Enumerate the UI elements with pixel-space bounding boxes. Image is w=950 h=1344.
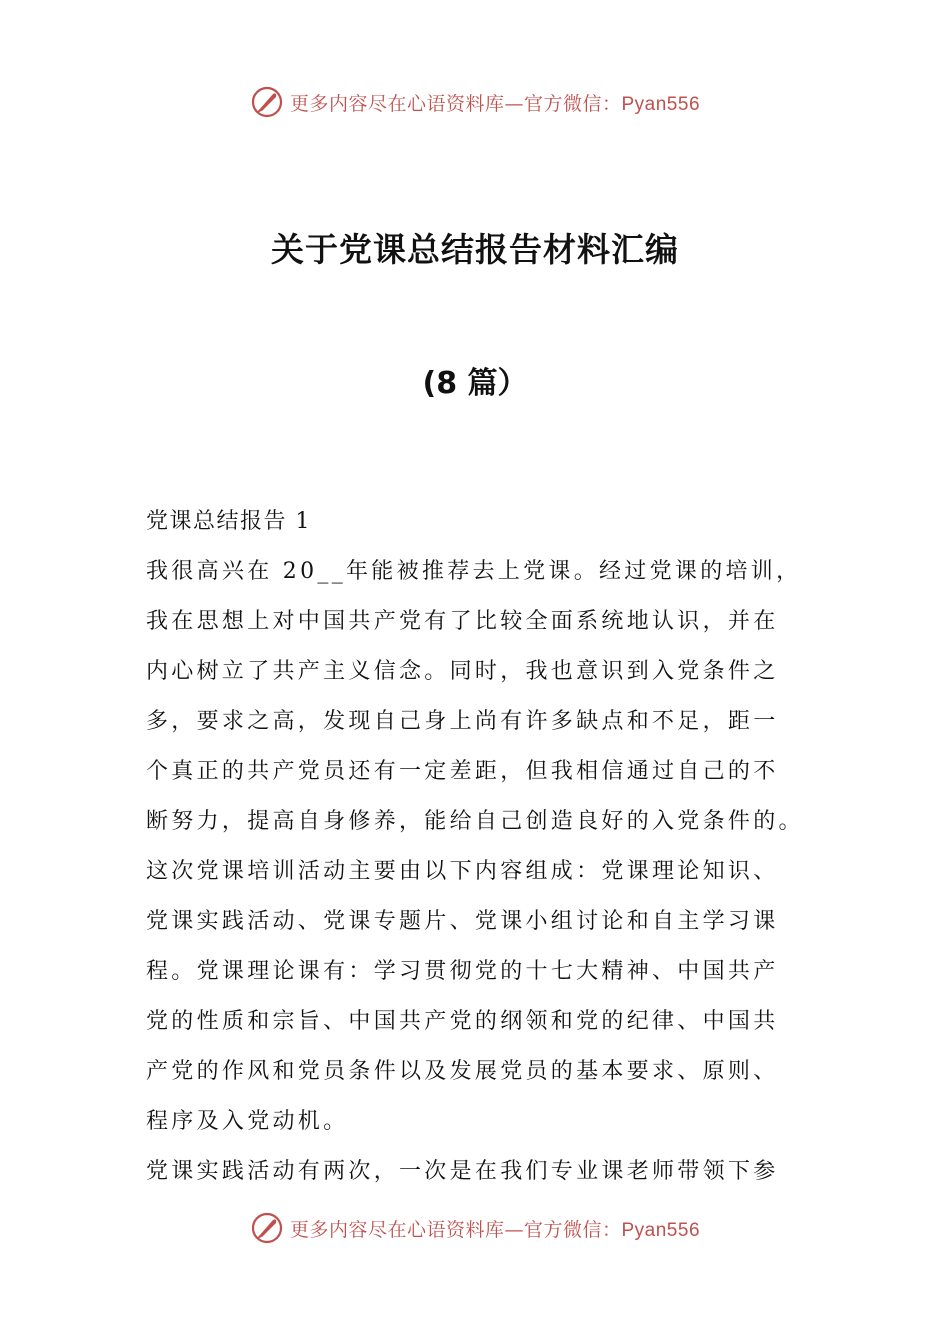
quill-logo-icon [250, 1211, 284, 1245]
watermark-text [290, 1215, 700, 1242]
watermark-label: 更多内容尽在心语资料库—官方微信： [289, 1218, 622, 1241]
paragraph-line: 程。党课理论课有：学习贯彻党的十七大精神、中国共产 [146, 959, 779, 984]
document-title: 关于党课总结报告材料汇编 [271, 230, 679, 269]
section-heading: 党课总结报告 1 [146, 509, 311, 534]
paragraph-line: 个真正的共产党员还有一定差距，但我相信通过自己的不 [146, 759, 779, 784]
paragraph-line: 我很高兴在 20__年能被推荐去上党课。经过党课的培训， [146, 559, 802, 584]
paragraph-line: 党课实践活动有两次，一次是在我们专业课老师带领下参 [146, 1159, 779, 1184]
paragraph-line: 产党的作风和党员条件以及发展党员的基本要求、原则、 [146, 1059, 779, 1084]
paragraph-line: 党的性质和宗旨、中国共产党的纲领和党的纪律、中国共 [146, 1009, 779, 1034]
paragraph-line: 程序及入党动机。 [146, 1109, 349, 1134]
paragraph-line: 断努力，提高自身修养，能给自己创造良好的入党条件的。 [146, 809, 804, 834]
paragraph-line: 多，要求之高，发现自己身上尚有许多缺点和不足，距一 [146, 709, 779, 734]
quill-logo-icon [250, 85, 284, 119]
paragraph-line: 党课实践活动、党课专题片、党课小组讨论和自主学习课 [146, 909, 779, 934]
header-watermark [0, 82, 950, 122]
paragraph-line: 这次党课培训活动主要由以下内容组成：党课理论知识、 [146, 859, 779, 884]
document-subtitle: (8 篇） [422, 366, 528, 401]
paragraph-line: 我在思想上对中国共产党有了比较全面系统地认识，并在 [146, 609, 779, 634]
footer-watermark [0, 1208, 950, 1248]
document-body [146, 497, 806, 1197]
watermark-text [290, 89, 700, 116]
paragraph-line: 内心树立了共产主义信念。同时，我也意识到入党条件之 [146, 659, 779, 684]
watermark-wechat-id: Pyan556 [621, 1219, 701, 1241]
watermark-wechat-id: Pyan556 [621, 93, 701, 115]
watermark-label: 更多内容尽在心语资料库—官方微信： [289, 92, 622, 115]
